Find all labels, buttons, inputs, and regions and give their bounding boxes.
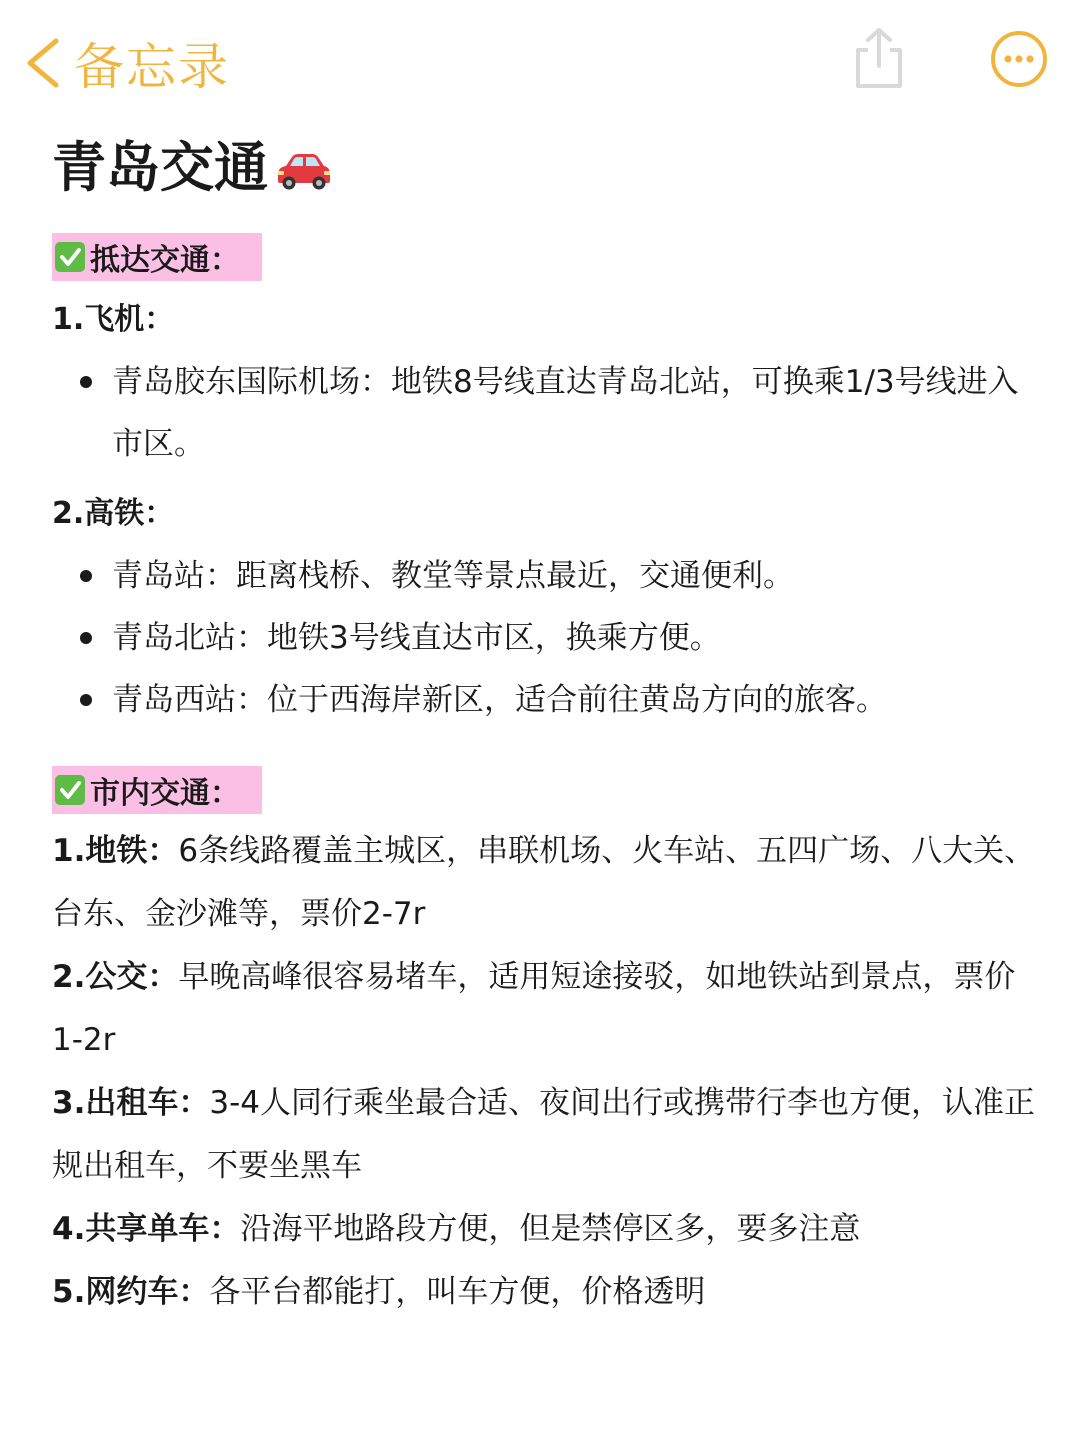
paragraph-text: 早晚高峰很容易堵车，适用短途接驳，如地铁站到景点，票价1-2r [52,959,1016,1058]
note-title-text: 青岛交通 [52,136,268,199]
section-heading-text: 抵达交通： [90,243,240,278]
paragraph-ride-hailing [52,1261,1042,1324]
list-item-text: 青岛西站：位于西海岸新区，适合前往黄岛方向的旅客。 [112,682,887,718]
paragraph-metro [52,820,1042,946]
list-item-text: 青岛站：距离栈桥、教堂等景点最近，交通便利。 [112,558,794,594]
bullet-list-rail [52,545,1042,731]
list-item-text: 青岛北站：地铁3号线直达市区，换乘方便。 [112,620,721,656]
paragraph-bus [52,946,1042,1072]
list-item-text: 青岛胶东国际机场：地铁8号线直达青岛北站，可换乘1/3号线进入市区。 [112,364,1019,462]
list-item [52,351,1042,475]
section-heading-arrival [52,233,262,281]
more-icon[interactable] [990,30,1048,88]
note-body[interactable] [52,128,1042,1324]
section-heading-city [52,766,262,814]
paragraph-text: 各平台都能打，叫车方便，价格透明 [209,1274,706,1310]
bullet-list-plane [52,351,1042,475]
paragraph-lead: 2.公交： [52,959,179,995]
bullet-dot-icon [80,632,92,644]
section-heading-text: 市内交通： [90,776,240,811]
list-item [52,607,1042,669]
back-label: 备忘录 [74,38,230,96]
city-transport-list [52,820,1042,1324]
paragraph-lead: 1.地铁： [52,833,179,869]
note-title [52,128,1042,208]
paragraph-text: 3-4人同行乘坐最合适、夜间出行或携带行李也方便，认准正规出租车，不要坐黑车 [52,1085,1035,1184]
back-button[interactable] [18,28,230,98]
paragraph-text: 沿海平地路段方便，但是禁停区多，要多注意 [240,1211,861,1247]
navigation-bar [0,0,1080,120]
car-icon [272,151,334,191]
bullet-dot-icon [80,570,92,582]
subheading-rail: 2.高铁： [52,496,175,531]
paragraph-bike [52,1198,1042,1261]
list-item [52,545,1042,607]
paragraph-lead: 5.网约车： [52,1274,210,1310]
list-item [52,669,1042,731]
check-mark-icon [54,774,86,806]
paragraph-lead: 3.出租车： [52,1085,210,1121]
check-mark-icon [54,241,86,273]
share-icon[interactable] [848,26,910,92]
subheading-plane: 1.飞机： [52,302,175,337]
paragraph-taxi [52,1072,1042,1198]
paragraph-text: 6条线路覆盖主城区，串联机场、火车站、五四广场、八大关、台东、金沙滩等，票价2-7r [52,833,1036,932]
bullet-dot-icon [80,694,92,706]
paragraph-lead: 4.共享单车： [52,1211,241,1247]
bullet-dot-icon [80,376,92,388]
chevron-left-icon [18,33,68,93]
